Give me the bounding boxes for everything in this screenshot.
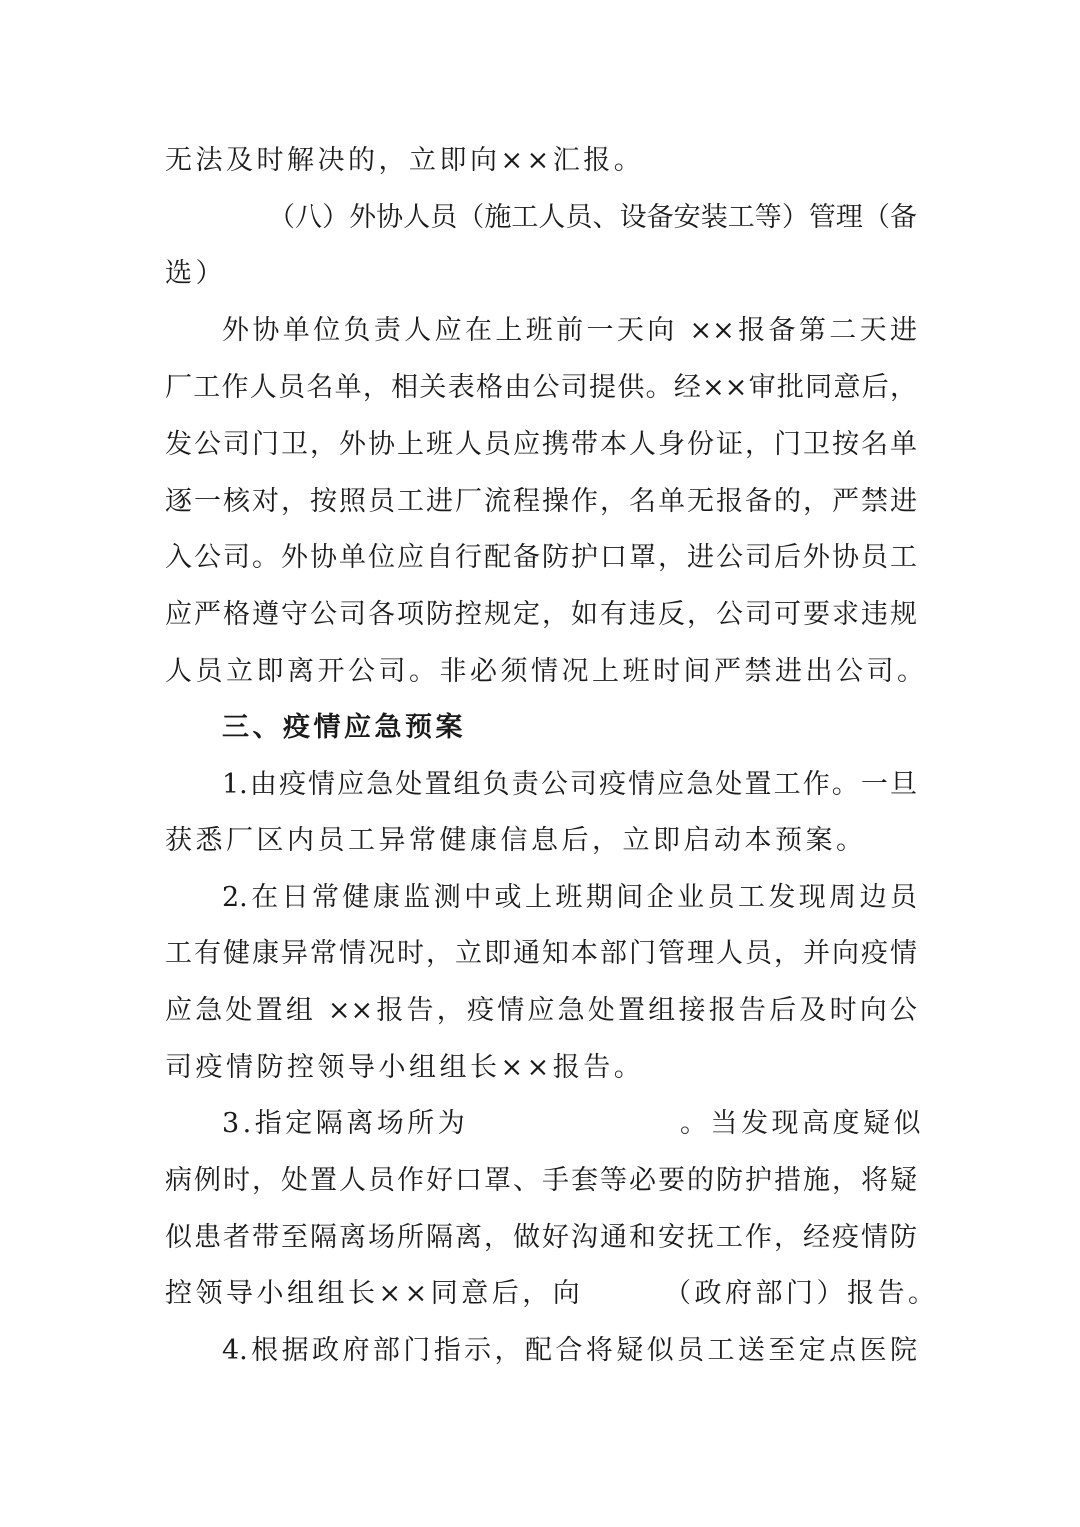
paragraph-line: 发公司门卫，外协上班人员应携带本人身份证，门卫按名单 [165,429,917,460]
paragraph-line: 外协单位负责人应在上班前一天向 ××报备第二天进 [222,315,917,346]
section-heading-3: 三、疫情应急预案 [222,712,466,743]
item-2-line: 司疫情防控领导小组组长××报告。 [165,1052,645,1083]
paragraph-line: 应严格遵守公司各项防控规定，如有违反，公司可要求违规 [165,599,917,630]
item-3-line-start: 3.指定隔离场所为 [222,1108,469,1139]
item-2-line: 应急处置组 ××报告，疫情应急处置组接报告后及时向公 [165,995,917,1026]
item-3-line-end: 。当发现高度疑似 [680,1108,924,1139]
item-3-line-end: （政府部门）报告。 [664,1278,939,1309]
item-1-line: 获悉厂区内员工异常健康信息后，立即启动本预案。 [165,825,867,856]
paragraph-line: 入公司。外协单位应自行配备防护口罩，进公司后外协员工 [165,542,917,573]
section-heading-8-cont: 选） [165,258,226,289]
text-line-1: 无法及时解决的，立即向××汇报。 [165,145,645,176]
item-2-line: 2.在日常健康监测中或上班期间企业员工发现周边员 [222,882,917,913]
paragraph-line: 人员立即离开公司。非必须情况上班时间严禁进出公司。 [165,656,928,687]
item-4-line: 4.根据政府部门指示，配合将疑似员工送至定点医院 [222,1335,917,1366]
item-3-line: 似患者带至隔离场所隔离，做好沟通和安抚工作，经疫情防 [165,1222,917,1253]
item-3-line-start: 控领导小组组长××同意后，向 [165,1278,584,1309]
paragraph-line: 逐一核对，按照员工进厂流程操作，名单无报备的，严禁进 [165,486,917,517]
item-3-line: 病例时，处置人员作好口罩、手套等必要的防护措施，将疑 [165,1165,917,1196]
item-2-line: 工有健康异常情况时，立即通知本部门管理人员，并向疫情 [165,938,917,969]
paragraph-line: 厂工作人员名单，相关表格由公司提供。经××审批同意后， [165,372,917,403]
item-1-line: 1.由疫情应急处置组负责公司疫情应急处置工作。一旦 [222,769,917,800]
section-heading-8: （八）外协人员（施工人员、设备安装工等）管理（备 [268,202,917,233]
